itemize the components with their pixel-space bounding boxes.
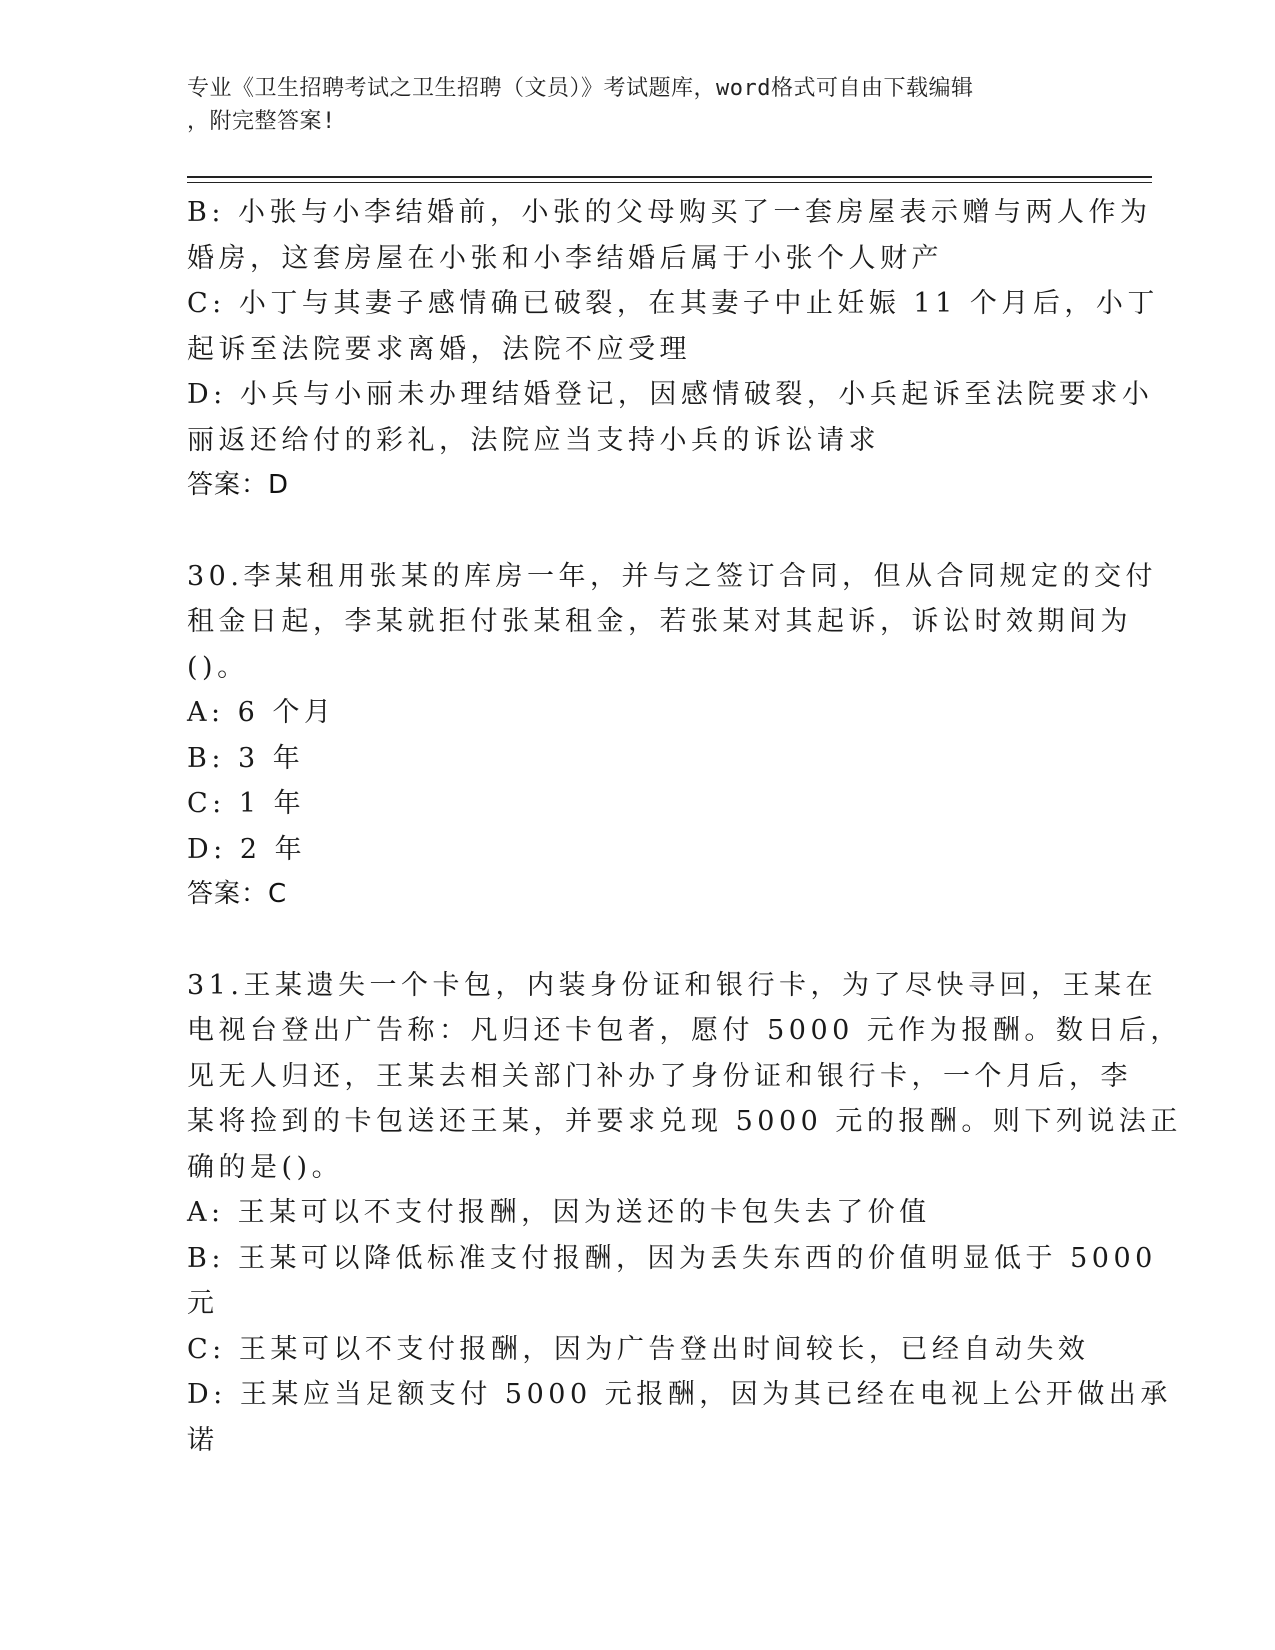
header-rule-thick — [187, 176, 1152, 178]
document-header — [187, 72, 1067, 138]
header-rule-thin — [187, 182, 1152, 183]
question-stem-continued: 电视台登出广告称：凡归还卡包者，愿付 5000 元作为报酬。数日后， — [187, 1015, 1182, 1046]
question-stem-continued: 见无人归还，王某去相关部门补办了身份证和银行卡，一个月后，李 — [187, 1060, 1132, 1092]
option-b-continued: 婚房，这套房屋在小张和小李结婚后属于小张个人财产 — [187, 242, 943, 274]
option-b: B: 3 年 — [187, 742, 305, 774]
option-c: C: 小丁与其妻子感情确已破裂，在其妻子中止妊娠 11 个月后，小丁 — [187, 288, 1159, 319]
question-29 — [187, 190, 1159, 509]
answer: 答案：D — [187, 470, 290, 500]
option-c-continued: 起诉至法院要求离婚，法院不应受理 — [187, 333, 691, 365]
spacer — [187, 509, 1087, 554]
header-line-1: 专业《卫生招聘考试之卫生招聘（文员）》考试题库，word格式可自由下载编辑 — [187, 76, 974, 101]
question-31 — [187, 963, 1182, 1464]
option-b: B: 王某可以降低标准支付报酬，因为丢失东西的价值明显低于 5000 — [187, 1242, 1157, 1274]
option-c: C: 1 年 — [187, 788, 306, 819]
option-c: C: 王某可以不支付报酬，因为广告登出时间较长，已经自动失效 — [187, 1333, 1090, 1365]
option-d: D: 王某应当足额支付 5000 元报酬，因为其已经在电视上公开做出承 — [187, 1379, 1172, 1410]
option-a: A: 6 个月 — [187, 697, 336, 728]
question-stem-continued: 某将捡到的卡包送还王某，并要求兑现 5000 元的报酬。则下列说法正 — [187, 1106, 1182, 1137]
document-body — [187, 190, 1182, 1463]
question-stem-continued: 确的是()。 — [187, 1151, 344, 1183]
question-stem-continued: ()。 — [187, 651, 249, 683]
question-30 — [187, 554, 1157, 918]
option-b-continued: 元 — [187, 1288, 219, 1319]
spacer — [187, 918, 1087, 963]
option-d: D: 2 年 — [187, 833, 307, 865]
option-d: D: 小兵与小丽未办理结婚登记，因感情破裂，小兵起诉至法院要求小 — [187, 379, 1154, 410]
question-stem-continued: 租金日起，李某就拒付张某租金，若张某对其起诉，诉讼时效期间为 — [187, 606, 1132, 637]
option-d-continued: 丽返还给付的彩礼，法院应当支持小兵的诉讼请求 — [187, 424, 880, 456]
option-d-continued: 诺 — [187, 1424, 219, 1456]
header-line-2: ，附完整答案! — [187, 109, 336, 134]
option-a: A: 王某可以不支付报酬，因为送还的卡包失去了价值 — [187, 1197, 931, 1228]
answer: 答案：C — [187, 879, 288, 909]
question-stem: 30.李某租用张某的库房一年，并与之签订合同，但从合同规定的交付 — [187, 560, 1157, 592]
question-stem: 31.王某遗失一个卡包，内装身份证和银行卡，为了尽快寻回，王某在 — [187, 969, 1157, 1001]
option-b: B: 小张与小李结婚前，小张的父母购买了一套房屋表示赠与两人作为 — [187, 197, 1152, 228]
